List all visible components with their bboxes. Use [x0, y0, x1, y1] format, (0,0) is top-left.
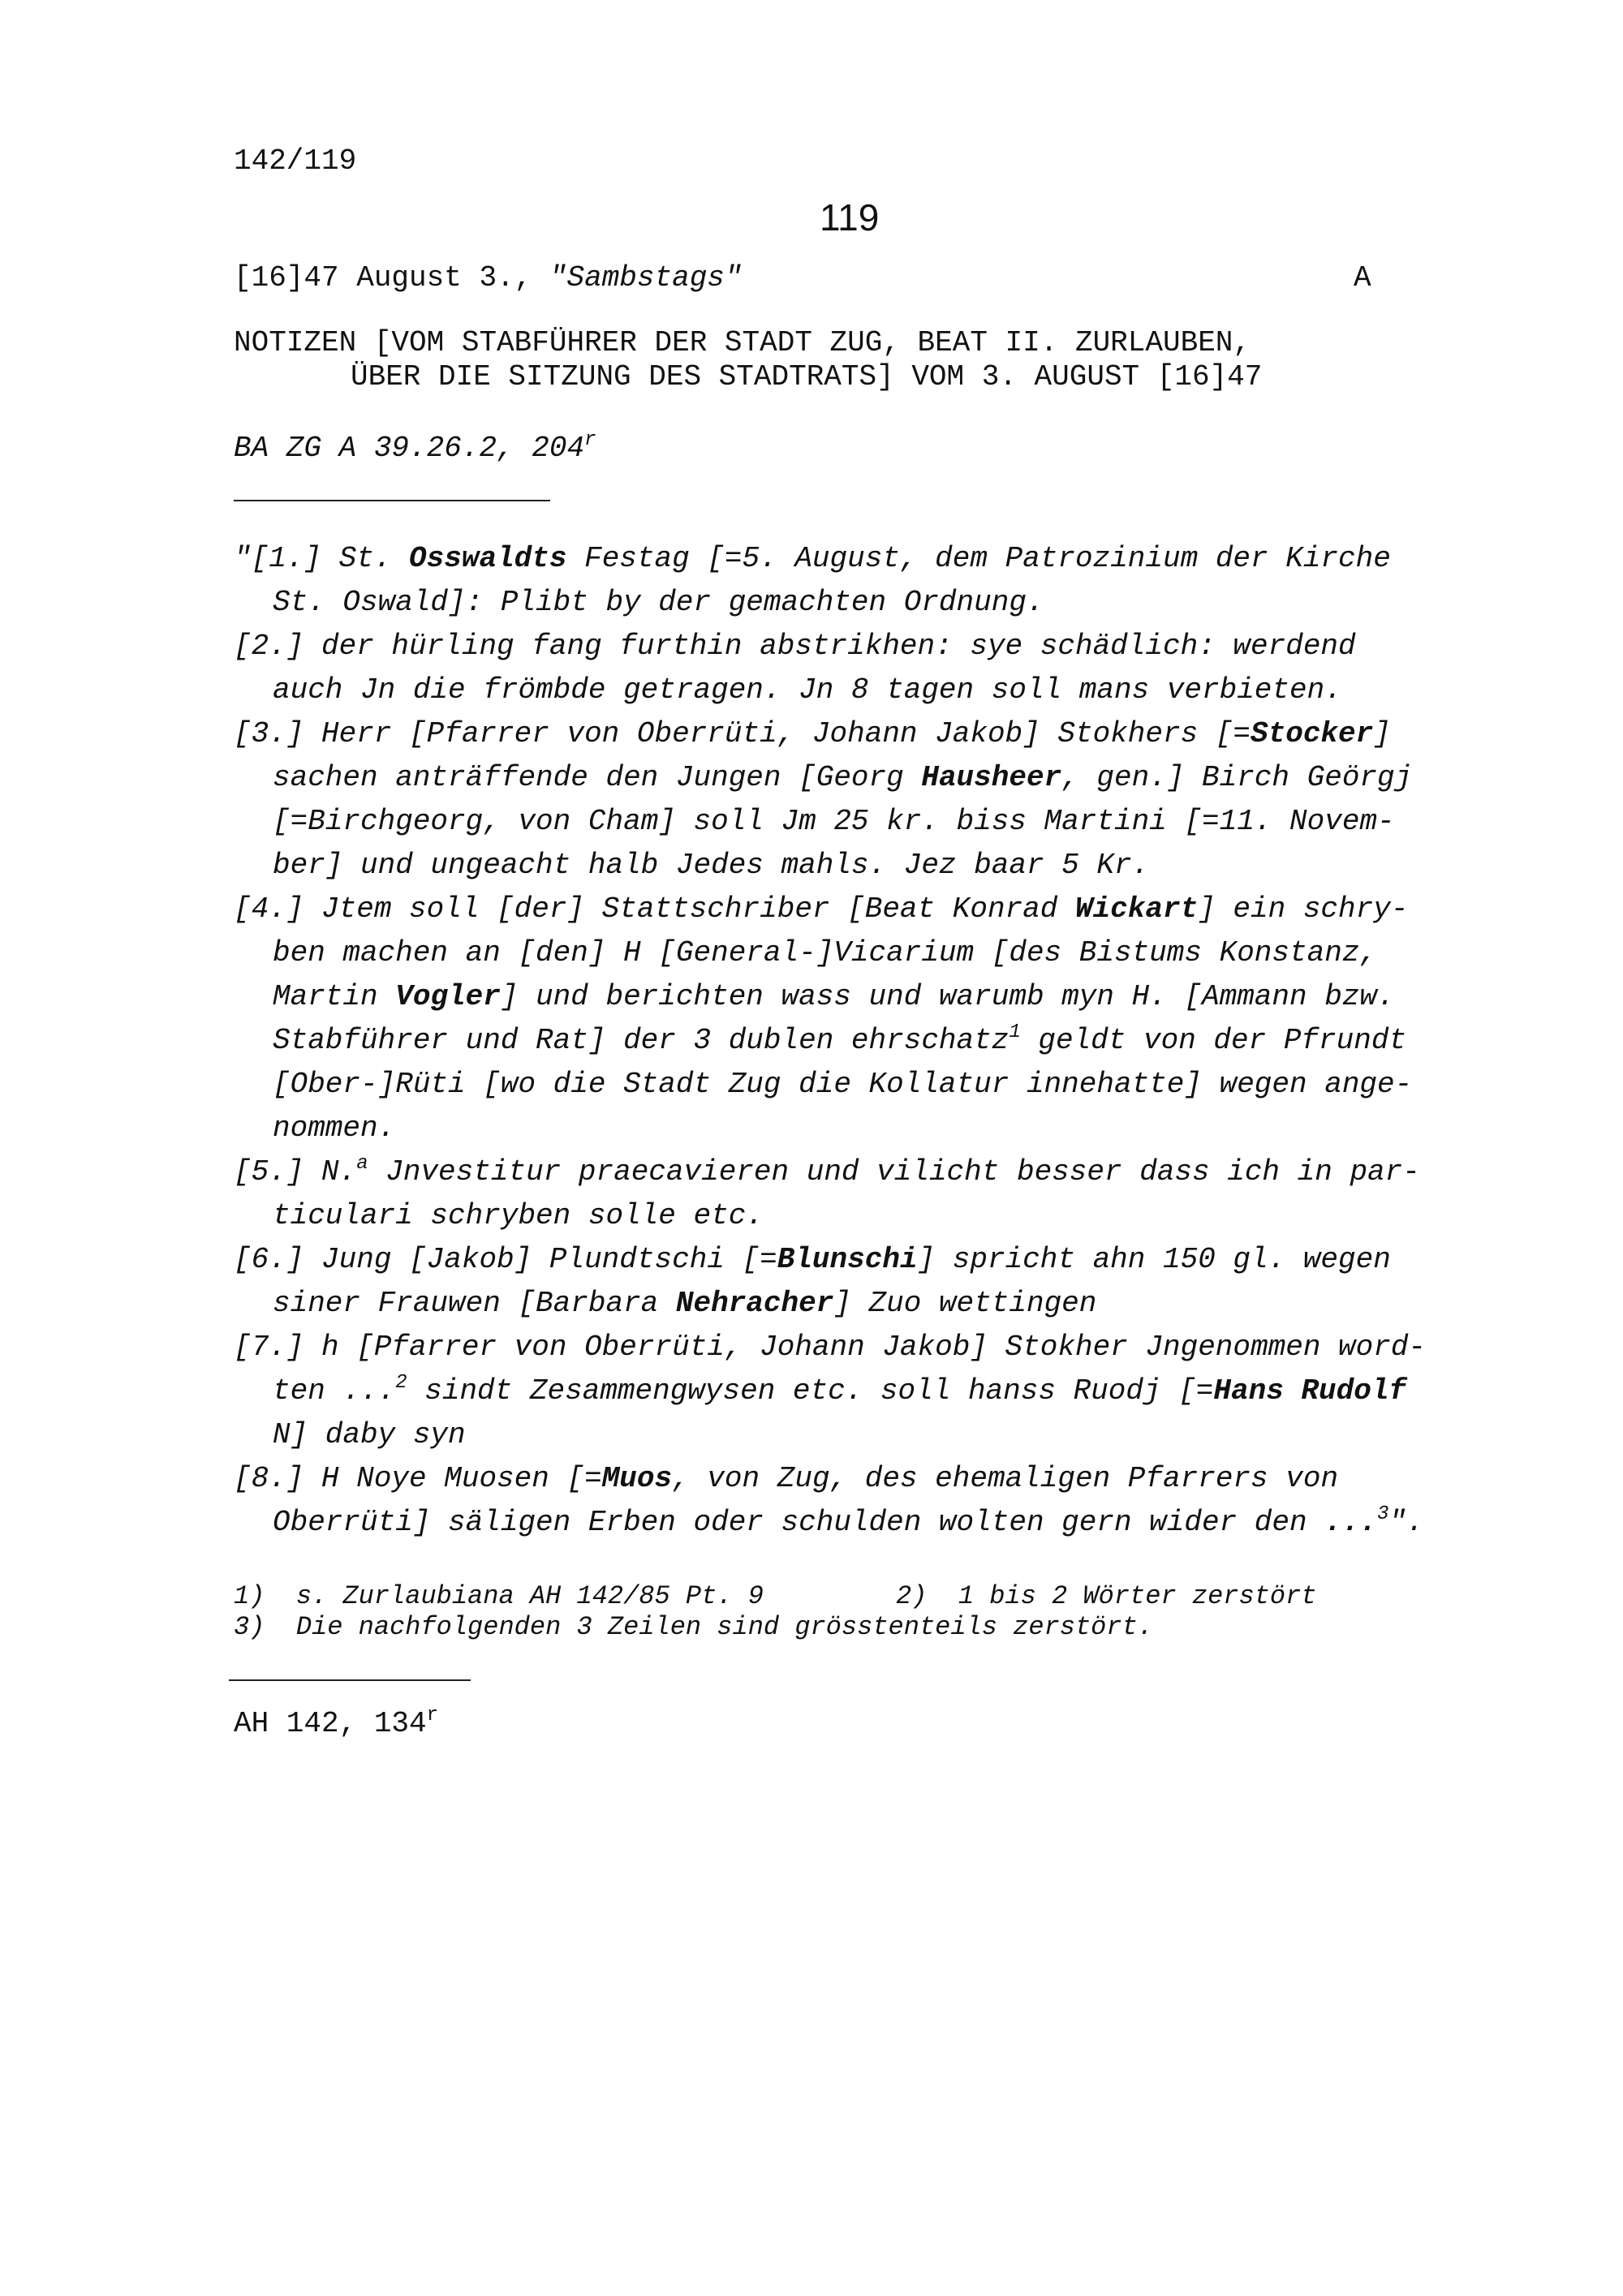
entry-7-line-2: [273, 1373, 1406, 1410]
person-name: Hausheer: [921, 761, 1062, 794]
entry-text: [3.] Herr [Pfarrer von Oberrüti, Johann Jakob] Stokhers [=: [234, 717, 1251, 750]
ellipsis: ...: [1324, 1506, 1378, 1539]
person-name: Osswaldts: [409, 542, 567, 575]
divider-top: [234, 500, 550, 501]
entry-8-line-2: [273, 1504, 1424, 1541]
entry-3-line-2: [273, 759, 1412, 797]
date-text: [16]47 August 3.,: [234, 261, 549, 295]
entry-7-line-3: N] daby syn: [273, 1418, 466, 1451]
entry-1-line-2: St. Oswald]: Plibt by der gemachten Ordnung.: [273, 586, 1044, 619]
entry-6-line-2: [273, 1285, 1096, 1322]
entry-text: ".: [1388, 1506, 1424, 1539]
entry-text: Oberrüti] säligen Erben oder schulden wolten gern wider den: [273, 1506, 1325, 1539]
footnote-marker: 2: [395, 1372, 407, 1394]
entry-text: ]: [1373, 717, 1391, 750]
entry-4-line-2: ben machen an [den] H [General-]Vicarium [des Bistums Konstanz,: [273, 936, 1378, 970]
entry-text: ] spricht ahn 150 gl. wegen: [917, 1243, 1391, 1276]
entry-text: "[1.] St.: [234, 542, 410, 575]
entry-1-line-1: [234, 540, 1391, 578]
entry-4-line-1: [234, 891, 1408, 928]
footnote-2: 2) 1 bis 2 Wörter zerstört: [896, 1581, 1317, 1611]
entry-text: sindt Zesammengwysen etc. soll hanss Ruodj [=: [407, 1374, 1214, 1408]
entry-text: Stabführer und Rat] der 3 dublen ehrschatz: [273, 1024, 1010, 1057]
entry-text: [6.] Jung [Jakob] Plundtschi [=: [234, 1243, 777, 1276]
date-weekday: "Sambstags": [549, 261, 743, 295]
entry-text: , gen.] Birch Geörgj: [1061, 761, 1413, 794]
entry-text: siner Frauwen [Barbara: [273, 1287, 676, 1320]
entry-3-line-1: [234, 716, 1391, 753]
entry-text: ] und berichten wass und warumb myn H. [Ammann bzw.: [500, 980, 1395, 1013]
entry-text: geldt von der Pfrundt: [1020, 1024, 1407, 1057]
entry-6-line-1: [234, 1241, 1391, 1279]
person-name: Blunschi: [777, 1243, 918, 1276]
entry-text: Jnvestitur praecavieren und vilicht besser dass ich in par-: [368, 1155, 1420, 1189]
footer-reference: [234, 1705, 438, 1743]
document-number: 119: [820, 196, 880, 239]
entry-4-line-3: [273, 978, 1395, 1016]
entry-5-line-1: [234, 1154, 1420, 1191]
entry-3-line-4: ber] und ungeacht halb Jedes mahls. Jez baar 5 Kr.: [273, 849, 1150, 882]
entry-8-line-1: [234, 1460, 1338, 1498]
title-line-2: ÜBER DIE SITZUNG DES STADTRATS] VOM 3. AUGUST [16]47: [351, 360, 1263, 393]
person-name: Nehracher: [675, 1287, 834, 1320]
document-reference: 142/119: [234, 144, 357, 178]
entry-text: ] ein schry-: [1198, 892, 1409, 926]
entry-4-line-4: [273, 1022, 1406, 1060]
entry-text: ] Zuo wettingen: [833, 1287, 1097, 1320]
entry-text: Festag [=5. August, dem Patrozinium der Kirche: [566, 542, 1391, 575]
person-name: Muos: [601, 1462, 673, 1495]
entry-text: sachen anträffende den Jungen [Georg: [273, 761, 922, 794]
title-line-1: NOTIZEN [VOM STABFÜHRER DER STADT ZUG, BEAT II. ZURLAUBEN,: [234, 326, 1251, 359]
divider-bottom: [229, 1679, 471, 1681]
footnote-marker: a: [356, 1153, 368, 1175]
footer-text: AH 142, 134: [234, 1707, 427, 1740]
entry-text: [8.] H Noye Muosen [=: [234, 1462, 602, 1495]
document-type-letter: A: [1354, 261, 1371, 295]
entry-7-line-1: [7.] h [Pfarrer von Oberrüti, Johann Jakob] Stokher Jngenommen word-: [234, 1331, 1427, 1364]
person-name: Wickart: [1074, 892, 1199, 926]
entry-text: , von Zug, des ehemaligen Pfarrers von: [672, 1462, 1339, 1495]
archive-source: [234, 430, 596, 467]
footnote-1: 1) s. Zurlaubiana AH 142/85 Pt. 9: [234, 1581, 764, 1611]
entry-text: Martin: [273, 980, 396, 1013]
footnote-marker: 1: [1009, 1021, 1021, 1043]
entry-2-line-2: auch Jn die frömbde getragen. Jn 8 tagen soll mans verbieten.: [273, 673, 1342, 707]
entry-3-line-3: [=Birchgeorg, von Cham] soll Jm 25 kr. biss Martini [=11. Novem-: [273, 805, 1395, 838]
person-name: Hans Rudolf: [1213, 1374, 1407, 1408]
document-date: [234, 260, 743, 297]
source-text: BA ZG A 39.26.2, 204: [234, 432, 585, 465]
entry-text: [5.] N.: [234, 1155, 357, 1189]
entry-4-line-5: [Ober-]Rüti [wo die Stadt Zug die Kollatur innehatte] wegen ange-: [273, 1068, 1413, 1101]
person-name: Vogler: [395, 980, 501, 1013]
entry-5-line-2: ticulari schryben solle etc.: [273, 1199, 764, 1232]
footer-sup: r: [426, 1705, 439, 1726]
entry-2-line-1: [2.] der hürling fang furthin abstrikhen: sye schädlich: werdend: [234, 630, 1356, 663]
footnote-marker: 3: [1377, 1503, 1389, 1525]
entry-4-line-6: nommen.: [273, 1111, 396, 1145]
person-name: Stocker: [1251, 717, 1374, 750]
footnote-3: 3) Die nachfolgenden 3 Zeilen sind grösstenteils zerstört.: [234, 1612, 1153, 1642]
entry-text: ten ...: [273, 1374, 396, 1408]
entry-text: [4.] Jtem soll [der] Stattschriber [Beat Konrad: [234, 892, 1075, 926]
source-sup: r: [584, 429, 596, 451]
